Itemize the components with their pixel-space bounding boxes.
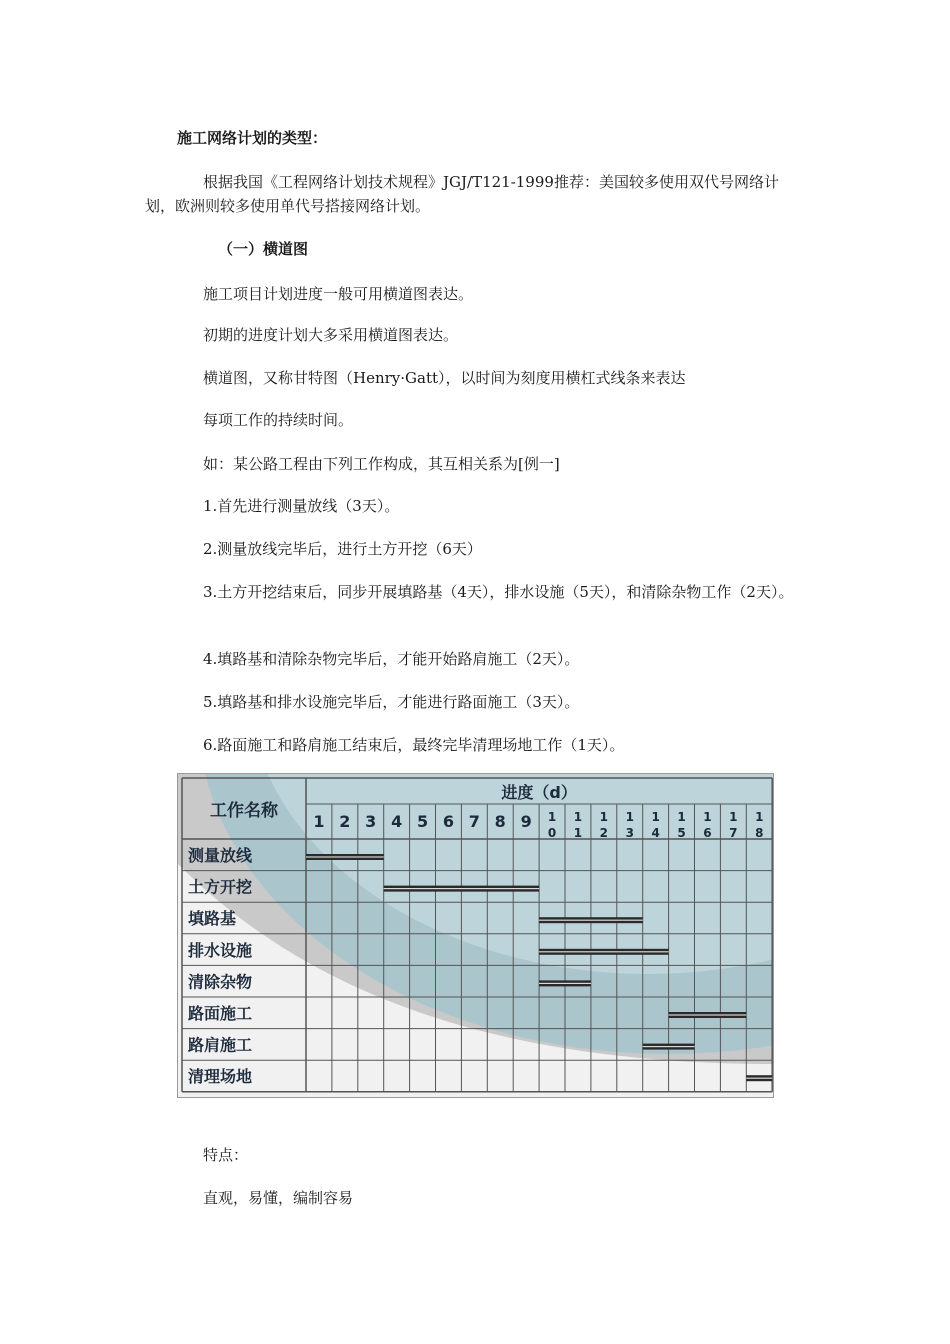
section-title: （一）横道图 [218,240,309,258]
gantt-day-label: 0 [547,826,557,840]
features-text: 直观，易懂，编制容易 [203,1189,354,1207]
gantt-progress-header: 进度（d） [501,783,577,802]
gantt-day-label: 1 [573,826,583,840]
gantt-task-name: 路面施工 [188,1004,253,1023]
list-item-6: 6.路面施工和路肩施工结束后，最终完毕清理场地工作（1天）。 [203,736,625,754]
gantt-task-name: 清理场地 [188,1067,253,1087]
gantt-day-label: 6 [703,826,712,840]
gantt-day-label: 1 [729,810,738,824]
gantt-day-label: 1 [677,810,686,824]
gantt-task-name: 排水设施 [188,940,253,960]
gantt-chart [177,773,774,1098]
gantt-day-label: 1 [599,810,609,824]
gantt-task-name: 清除杂物 [188,972,253,992]
gantt-day-label: 1 [625,810,634,824]
list-item-4: 4.填路基和清除杂物完毕后，才能开始路肩施工（2天）。 [203,650,580,668]
list-item-5: 5.填路基和排水设施完毕后，才能进行路面施工（3天）。 [203,693,580,711]
gantt-task-name: 土方开挖 [188,877,253,897]
gantt-chart-svg [178,774,773,1097]
gantt-day-label: 3 [365,812,377,831]
list-item-3: 3.土方开挖结束后，同步开展填路基（4天），排水设施（5天），和清除杂物工作（2天）。 [203,583,794,601]
gantt-day-label: 4 [651,826,660,840]
gantt-bar-highlight [539,951,669,952]
gantt-day-label: 1 [313,812,325,831]
gantt-day-label: 2 [339,812,351,831]
gantt-day-label: 7 [729,826,738,840]
gantt-day-label: 1 [703,810,712,824]
gantt-bar-highlight [539,983,591,984]
gantt-task-name: 路肩施工 [188,1035,253,1055]
gantt-day-label: 5 [677,826,686,840]
list-item-2: 2.测量放线完毕后，进行土方开挖（6天） [203,540,482,558]
gantt-day-label: 1 [547,810,557,824]
gantt-name-header: 工作名称 [210,801,278,821]
gantt-day-label: 1 [755,810,764,824]
gantt-day-label: 6 [442,812,455,831]
gantt-bar-highlight [643,1046,695,1047]
line-5: 如：某公路工程由下列工作构成，其互相关系为[例一] [203,455,560,473]
heading: 施工网络计划的类型： [177,129,328,147]
gantt-day-label: 1 [651,810,660,824]
gantt-day-label: 7 [468,812,480,831]
line-2: 初期的进度计划大多采用横道图表达。 [203,326,459,344]
gantt-day-label: 1 [573,810,583,824]
gantt-day-label: 5 [416,812,429,831]
gantt-day-label: 4 [391,812,403,831]
gantt-bar-highlight [746,1078,772,1079]
gantt-bar-highlight [669,1014,747,1015]
features-title: 特点： [203,1146,249,1164]
line-3: 横道图，又称甘特图（Henry·Gatt），以时间为刻度用横杠式线条来表达 [203,369,686,387]
gantt-day-label: 9 [520,812,532,831]
gantt-day-label: 2 [599,826,609,840]
list-item-1: 1.首先进行测量放线（3天）。 [203,497,400,515]
line-1: 施工项目计划进度一般可用横道图表达。 [203,285,474,303]
gantt-day-label: 8 [494,812,506,831]
gantt-task-name: 填路基 [188,909,237,929]
gantt-bar-highlight [384,888,539,889]
line-4: 每项工作的持续时间。 [203,411,354,429]
gantt-bar-highlight [539,920,643,921]
gantt-bar-highlight [306,856,384,857]
gantt-day-label: 3 [625,826,634,840]
gantt-day-label: 8 [755,826,764,840]
intro-paragraph: 根据我国《工程网络计划技术规程》JGJ/T121-1999推荐：美国较多使用双代号网络计划，欧洲则较多使用单代号搭接网络计划。 [145,173,779,215]
gantt-task-name: 测量放线 [188,846,253,865]
